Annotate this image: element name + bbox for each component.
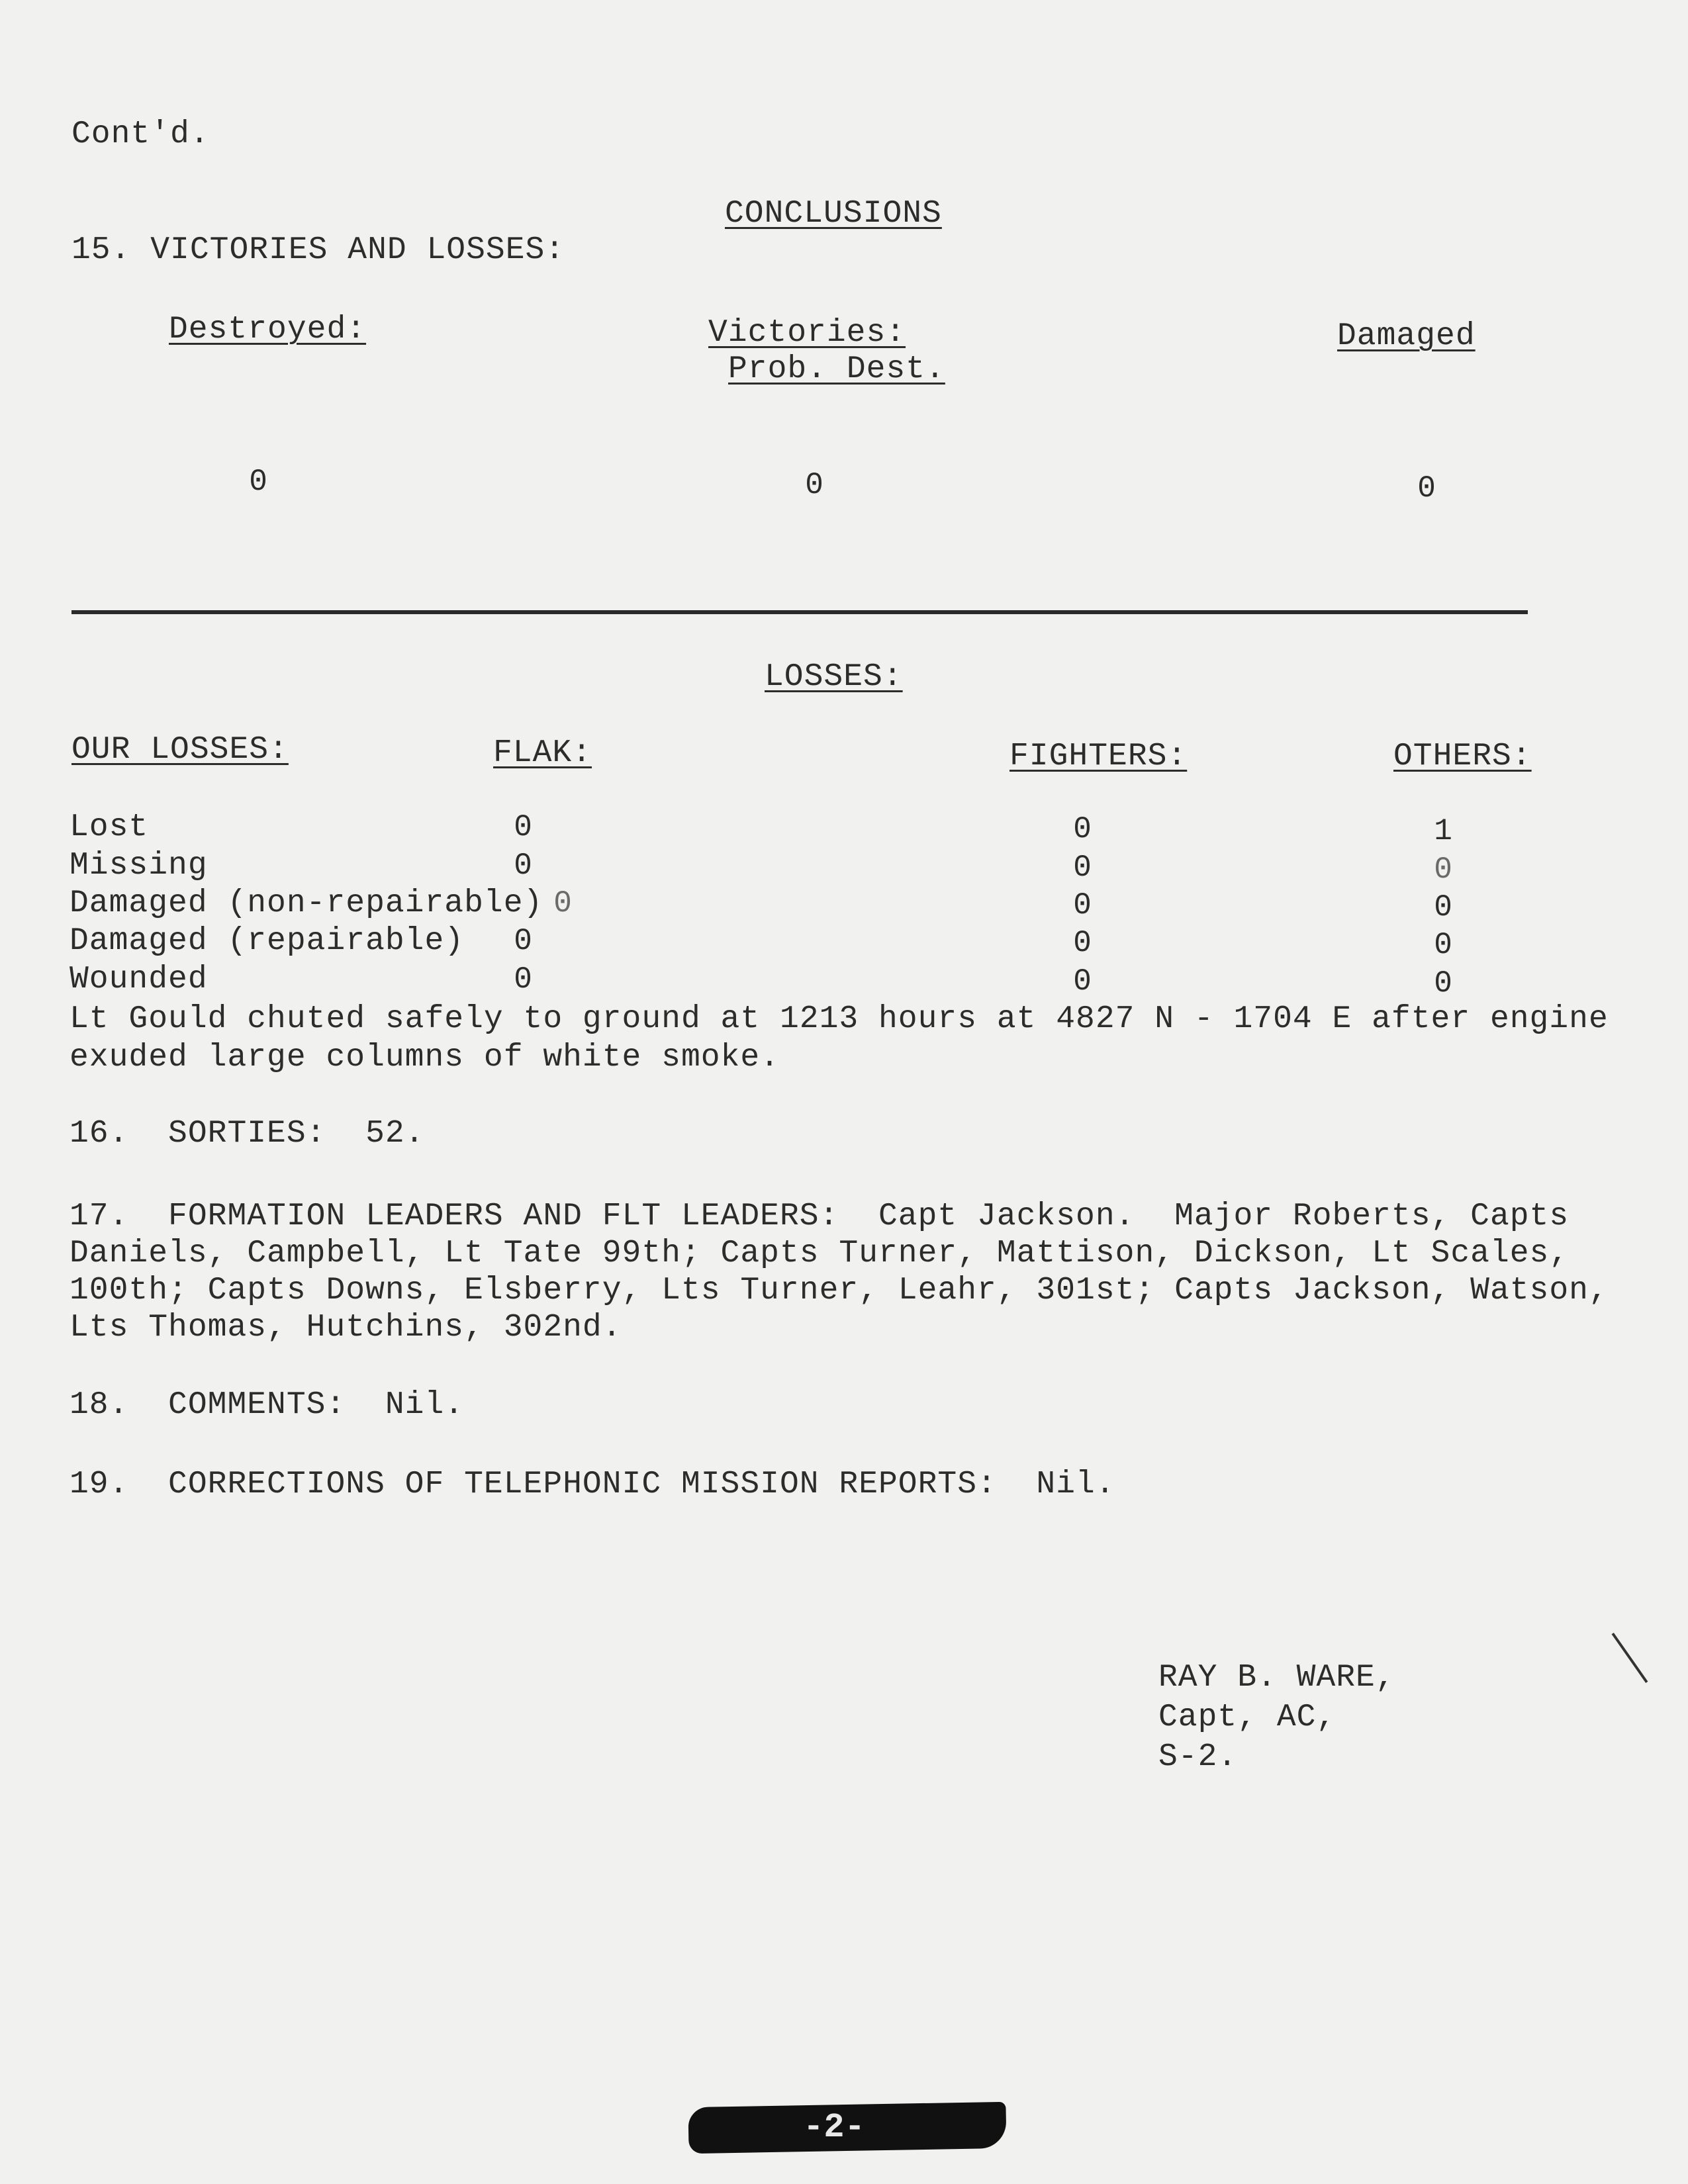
signature-name: RAY B. WARE,	[1158, 1660, 1395, 1696]
conclusions-heading: CONCLUSIONS	[725, 196, 942, 232]
victories-label: Victories:	[708, 315, 906, 351]
missing-fighters: 0	[1073, 850, 1092, 885]
wounded-flak: 0	[514, 962, 532, 997]
wounded-others: 0	[1434, 966, 1452, 1001]
others-header: OTHERS:	[1393, 739, 1532, 774]
losses-note-line2: exuded large columns of white smoke.	[70, 1040, 780, 1075]
damaged-nonrep-fighters: 0	[1073, 888, 1092, 923]
flak-header: FLAK:	[493, 735, 592, 771]
page-number: -2-	[803, 2108, 865, 2147]
losses-heading: LOSSES:	[765, 659, 903, 695]
divider-line	[71, 610, 1528, 614]
row-label-wounded: Wounded	[70, 962, 208, 997]
section-18-comments: 18. COMMENTS: Nil.	[70, 1387, 465, 1423]
section-17-line4: Lts Thomas, Hutchins, 302nd.	[70, 1310, 622, 1345]
pen-mark	[1612, 1633, 1648, 1683]
wounded-fighters: 0	[1073, 964, 1092, 999]
damaged-nonrep-flak: 0	[553, 886, 572, 921]
damaged-rep-fighters: 0	[1073, 926, 1092, 960]
damaged-nonrep-others: 0	[1434, 890, 1452, 925]
row-label-damaged-repairable: Damaged (repairable)	[70, 923, 465, 959]
signature-rank: Capt, AC,	[1158, 1700, 1336, 1735]
prob-dest-label: Prob. Dest.	[728, 351, 945, 387]
lost-flak: 0	[514, 810, 532, 844]
lost-fighters: 0	[1073, 812, 1092, 846]
our-losses-header: OUR LOSSES:	[71, 732, 289, 768]
section-17-line2: Daniels, Campbell, Lt Tate 99th; Capts Turner, Mattison, Dickson, Lt Scales,	[70, 1236, 1570, 1271]
lost-others: 1	[1434, 814, 1452, 848]
destroyed-label: Destroyed:	[169, 312, 367, 347]
victories-value: 0	[805, 468, 823, 502]
section-17-line1: 17. FORMATION LEADERS AND FLT LEADERS: Capt Jackson. Major Roberts, Capts	[70, 1199, 1570, 1234]
section-15-title: 15. VICTORIES AND LOSSES:	[71, 232, 565, 268]
section-16-sorties: 16. SORTIES: 52.	[70, 1116, 425, 1152]
row-label-lost: Lost	[70, 809, 149, 845]
missing-flak: 0	[514, 848, 532, 883]
missing-others: 0	[1434, 852, 1452, 887]
damaged-label: Damaged	[1337, 318, 1476, 354]
damaged-rep-flak: 0	[514, 924, 532, 958]
section-19-corrections: 19. CORRECTIONS OF TELEPHONIC MISSION REPORTS: Nil.	[70, 1467, 1115, 1502]
losses-note-line1: Lt Gould chuted safely to ground at 1213 hours at 4827 N - 1704 E after engine	[70, 1001, 1609, 1037]
row-label-damaged-nonrepairable: Damaged (non-repairable)	[70, 886, 543, 921]
contd-label: Cont'd.	[71, 116, 210, 152]
destroyed-value: 0	[249, 465, 267, 499]
signature-office: S-2.	[1158, 1739, 1238, 1775]
damaged-rep-others: 0	[1434, 928, 1452, 962]
section-17-line3: 100th; Capts Downs, Elsberry, Lts Turner, Leahr, 301st; Capts Jackson, Watson,	[70, 1273, 1609, 1308]
fighters-header: FIGHTERS:	[1009, 739, 1188, 774]
damaged-value: 0	[1417, 471, 1436, 506]
row-label-missing: Missing	[70, 848, 208, 884]
